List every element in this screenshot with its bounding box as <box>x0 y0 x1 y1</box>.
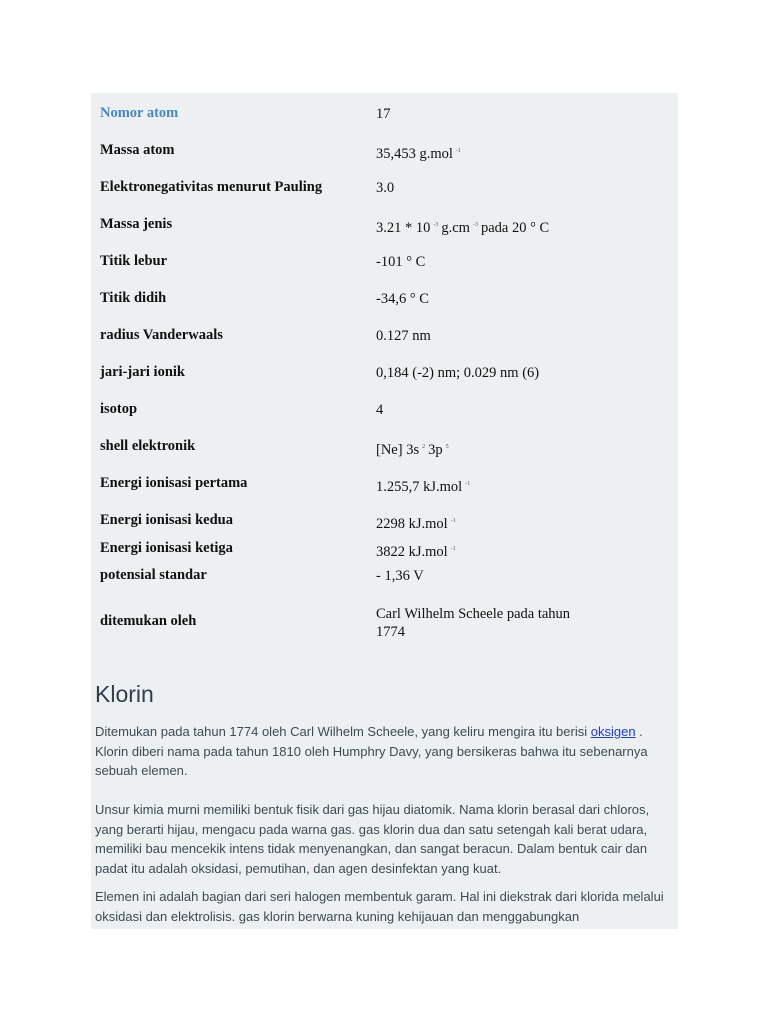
row-value: 35,453 g.mol $^{-1}$ <box>376 146 461 162</box>
row-label: jari-jari ionik <box>100 364 185 380</box>
row-label: ditemukan oleh <box>100 613 197 629</box>
oksigen-link[interactable]: oksigen <box>590 724 636 739</box>
row-label: Elektronegativitas menurut Pauling <box>100 179 323 195</box>
row-label: Energi ionisasi pertama <box>100 475 248 491</box>
row-value: 1.255,7 kJ.mol $^{-1}$ <box>376 479 471 495</box>
row-label: Energi ionisasi kedua <box>100 512 233 528</box>
row-value: 3.21 * 10 $^{-3}$ g.cm $^{-3}$ pada 20 ° C <box>376 220 550 236</box>
row-label: Titik didih <box>100 290 167 306</box>
row-value: -34,6 ° C <box>376 291 429 307</box>
element-info-panel <box>91 93 678 929</box>
row-value: -101 ° C <box>376 254 426 270</box>
row-label: radius Vanderwaals <box>100 327 223 343</box>
row-value: 0,184 (-2) nm; 0.029 nm (6) <box>376 365 540 381</box>
section-heading: Klorin <box>95 681 154 707</box>
paragraph: Elemen ini adalah bagian dari seri halogen membentuk garam. Hal ini diekstrak dari klorida melalui oksidasi dan elektrolisis. gas klorin berwarna kuning kehijauan dan menggabungkan <box>95 889 664 924</box>
row-value: Carl Wilhelm Scheele pada tahun 1774 <box>376 606 571 640</box>
row-label: Titik lebur <box>100 253 168 269</box>
row-value: 4 <box>376 402 384 418</box>
row-label: potensial standar <box>100 567 207 583</box>
row-label: isotop <box>100 401 138 417</box>
row-label: Energi ionisasi ketiga <box>100 540 233 556</box>
row-label: shell elektronik <box>100 438 196 454</box>
paragraph: Ditemukan pada tahun 1774 oleh Carl Wilhelm Scheele, yang keliru mengira itu berisi oksigen . Klorin diberi nama pada tahun 1810 oleh Humphry Davy, yang bersikeras bahwa itu sebenarnya sebuah elemen. <box>95 724 648 778</box>
row-label: Massa atom <box>100 142 175 158</box>
row-value: - 1,36 V <box>376 568 424 584</box>
paragraph: Unsur kimia murni memiliki bentuk fisik dari gas hijau diatomik. Nama klorin berasal dari chloros, yang berarti hijau, mengacu pada warna gas. gas klorin dua dan satu setengah kali berat udara, memiliki bau mencekik intens tidak menyenangkan, dan sangat beracun. Dalam bentuk cair dan padat itu adalah oksidasi, pemutihan, dan agen desinfektan yang kuat. <box>95 802 650 876</box>
row-value: 3822 kJ.mol $^{-1}$ <box>376 544 456 560</box>
row-value: 3.0 <box>376 180 395 196</box>
row-value: 2298 kJ.mol $^{-1}$ <box>376 516 456 532</box>
row-value: 0.127 nm <box>376 328 431 344</box>
row-value: 17 <box>376 106 391 122</box>
row-label: Nomor atom <box>100 105 179 121</box>
row-label: Massa jenis <box>100 216 173 232</box>
row-value: [Ne] 3s $^2$ 3p $^5$ <box>376 442 449 458</box>
